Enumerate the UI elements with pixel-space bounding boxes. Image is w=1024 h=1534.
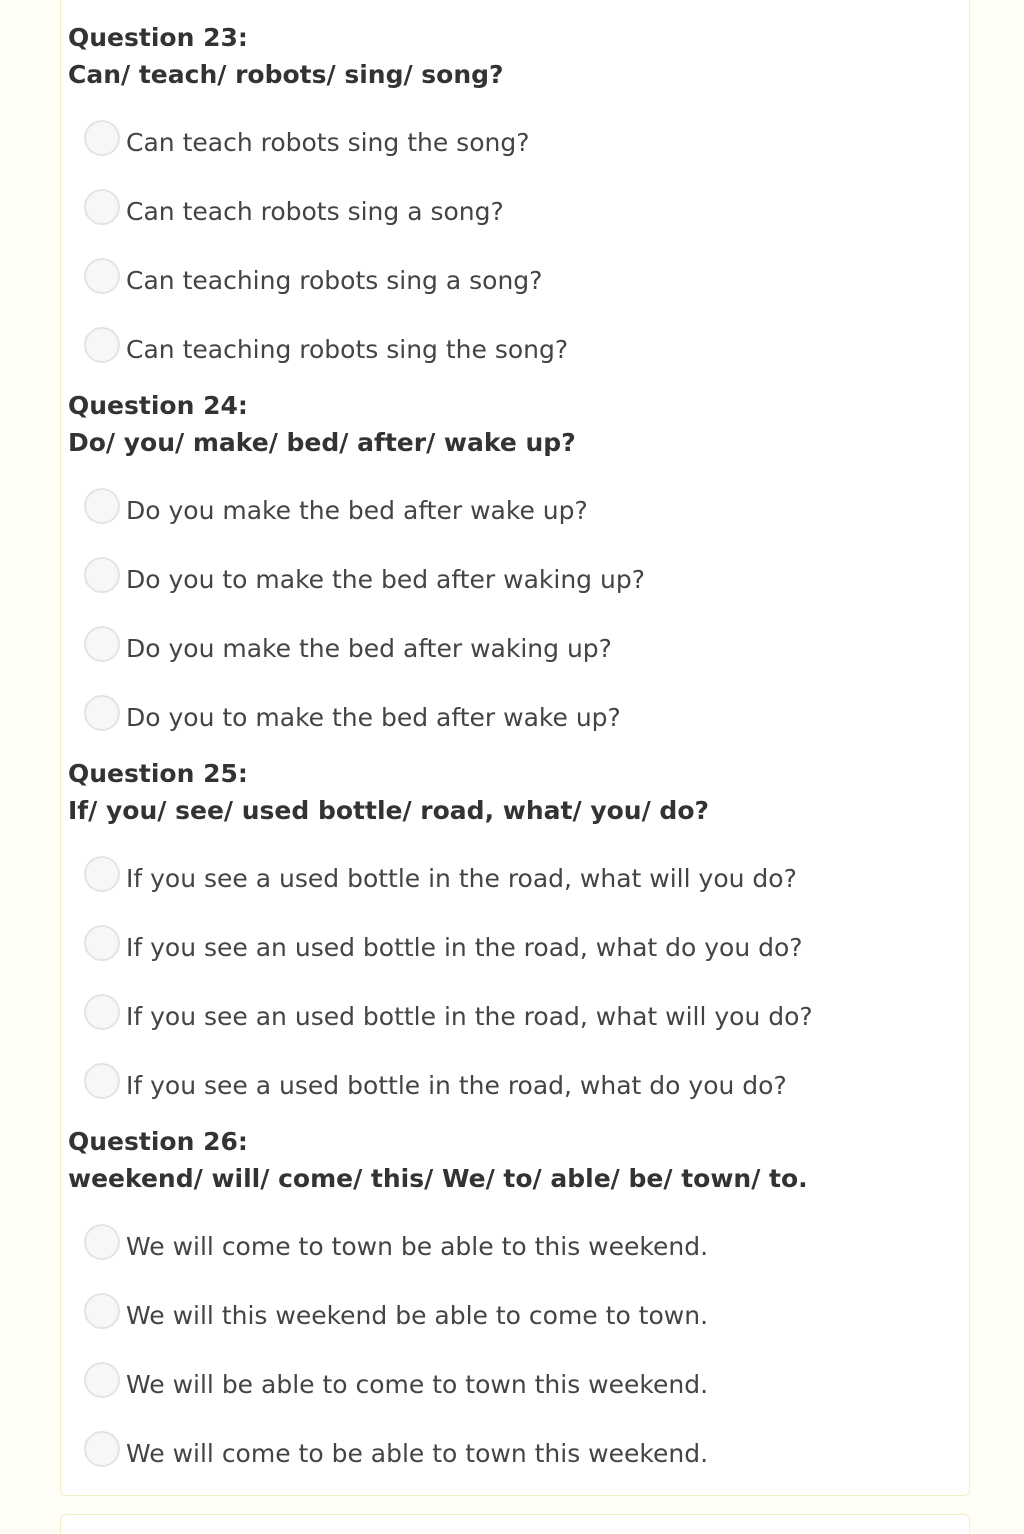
option[interactable] — [84, 686, 968, 755]
radio-button[interactable] — [84, 1431, 120, 1467]
option[interactable] — [84, 1054, 968, 1123]
option-label[interactable]: If you see an used bottle in the road, what will you do? — [126, 1002, 813, 1031]
question-prompt: If/ you/ see/ used bottle/ road, what/ you/ do? — [68, 796, 710, 825]
option[interactable] — [84, 847, 968, 916]
radio-button[interactable] — [84, 327, 120, 363]
radio-button[interactable] — [84, 1224, 120, 1260]
option-list — [84, 1215, 968, 1491]
option-label[interactable]: We will come to town be able to this weekend. — [126, 1232, 709, 1261]
option[interactable] — [84, 916, 968, 985]
radio-button[interactable] — [84, 258, 120, 294]
question-prompt: weekend/ will/ come/ this/ We/ to/ able/ be/ town/ to. — [68, 1164, 808, 1193]
option-label[interactable]: We will this weekend be able to come to town. — [126, 1301, 709, 1330]
option-label[interactable]: We will be able to come to town this weekend. — [126, 1370, 709, 1399]
option[interactable] — [84, 318, 968, 387]
option-label[interactable]: We will come to be able to town this weekend. — [126, 1439, 709, 1468]
option[interactable] — [84, 479, 968, 548]
option[interactable] — [84, 617, 968, 686]
option[interactable] — [84, 985, 968, 1054]
option-label[interactable]: Can teach robots sing the song? — [126, 128, 530, 157]
radio-button[interactable] — [84, 994, 120, 1030]
option[interactable] — [84, 1284, 968, 1353]
option-label[interactable]: Can teaching robots sing the song? — [126, 335, 569, 364]
question-25 — [68, 759, 968, 1123]
option-label[interactable]: Can teach robots sing a song? — [126, 197, 504, 226]
option-list — [84, 479, 968, 755]
question-title: Question 23: — [68, 23, 248, 52]
option-label[interactable]: Do you to make the bed after waking up? — [126, 565, 645, 594]
option-label[interactable]: Can teaching robots sing a song? — [126, 266, 543, 295]
radio-button[interactable] — [84, 1063, 120, 1099]
option-label[interactable]: Do you make the bed after waking up? — [126, 634, 612, 663]
option[interactable] — [84, 1353, 968, 1422]
question-prompt: Do/ you/ make/ bed/ after/ wake up? — [68, 428, 576, 457]
radio-button[interactable] — [84, 1362, 120, 1398]
radio-button[interactable] — [84, 925, 120, 961]
option[interactable] — [84, 1422, 968, 1491]
radio-button[interactable] — [84, 856, 120, 892]
option-label[interactable]: If you see a used bottle in the road, what do you do? — [126, 1071, 787, 1100]
question-23 — [68, 23, 968, 387]
next-question-card — [60, 1514, 970, 1534]
radio-button[interactable] — [84, 557, 120, 593]
option-label[interactable]: If you see an used bottle in the road, what do you do? — [126, 933, 803, 962]
radio-button[interactable] — [84, 1293, 120, 1329]
option[interactable] — [84, 249, 968, 318]
radio-button[interactable] — [84, 626, 120, 662]
radio-button[interactable] — [84, 120, 120, 156]
question-title: Question 26: — [68, 1127, 248, 1156]
radio-button[interactable] — [84, 189, 120, 225]
option-list — [84, 111, 968, 387]
option[interactable] — [84, 548, 968, 617]
question-title: Question 25: — [68, 759, 248, 788]
option-label[interactable]: Do you make the bed after wake up? — [126, 496, 588, 525]
radio-button[interactable] — [84, 695, 120, 731]
radio-button[interactable] — [84, 488, 120, 524]
question-26 — [68, 1127, 968, 1491]
option[interactable] — [84, 180, 968, 249]
option[interactable] — [84, 1215, 968, 1284]
question-title: Question 24: — [68, 391, 248, 420]
question-24 — [68, 391, 968, 755]
option-label[interactable]: If you see a used bottle in the road, what will you do? — [126, 864, 797, 893]
option[interactable] — [84, 111, 968, 180]
question-prompt: Can/ teach/ robots/ sing/ song? — [68, 60, 504, 89]
option-list — [84, 847, 968, 1123]
option-label[interactable]: Do you to make the bed after wake up? — [126, 703, 621, 732]
